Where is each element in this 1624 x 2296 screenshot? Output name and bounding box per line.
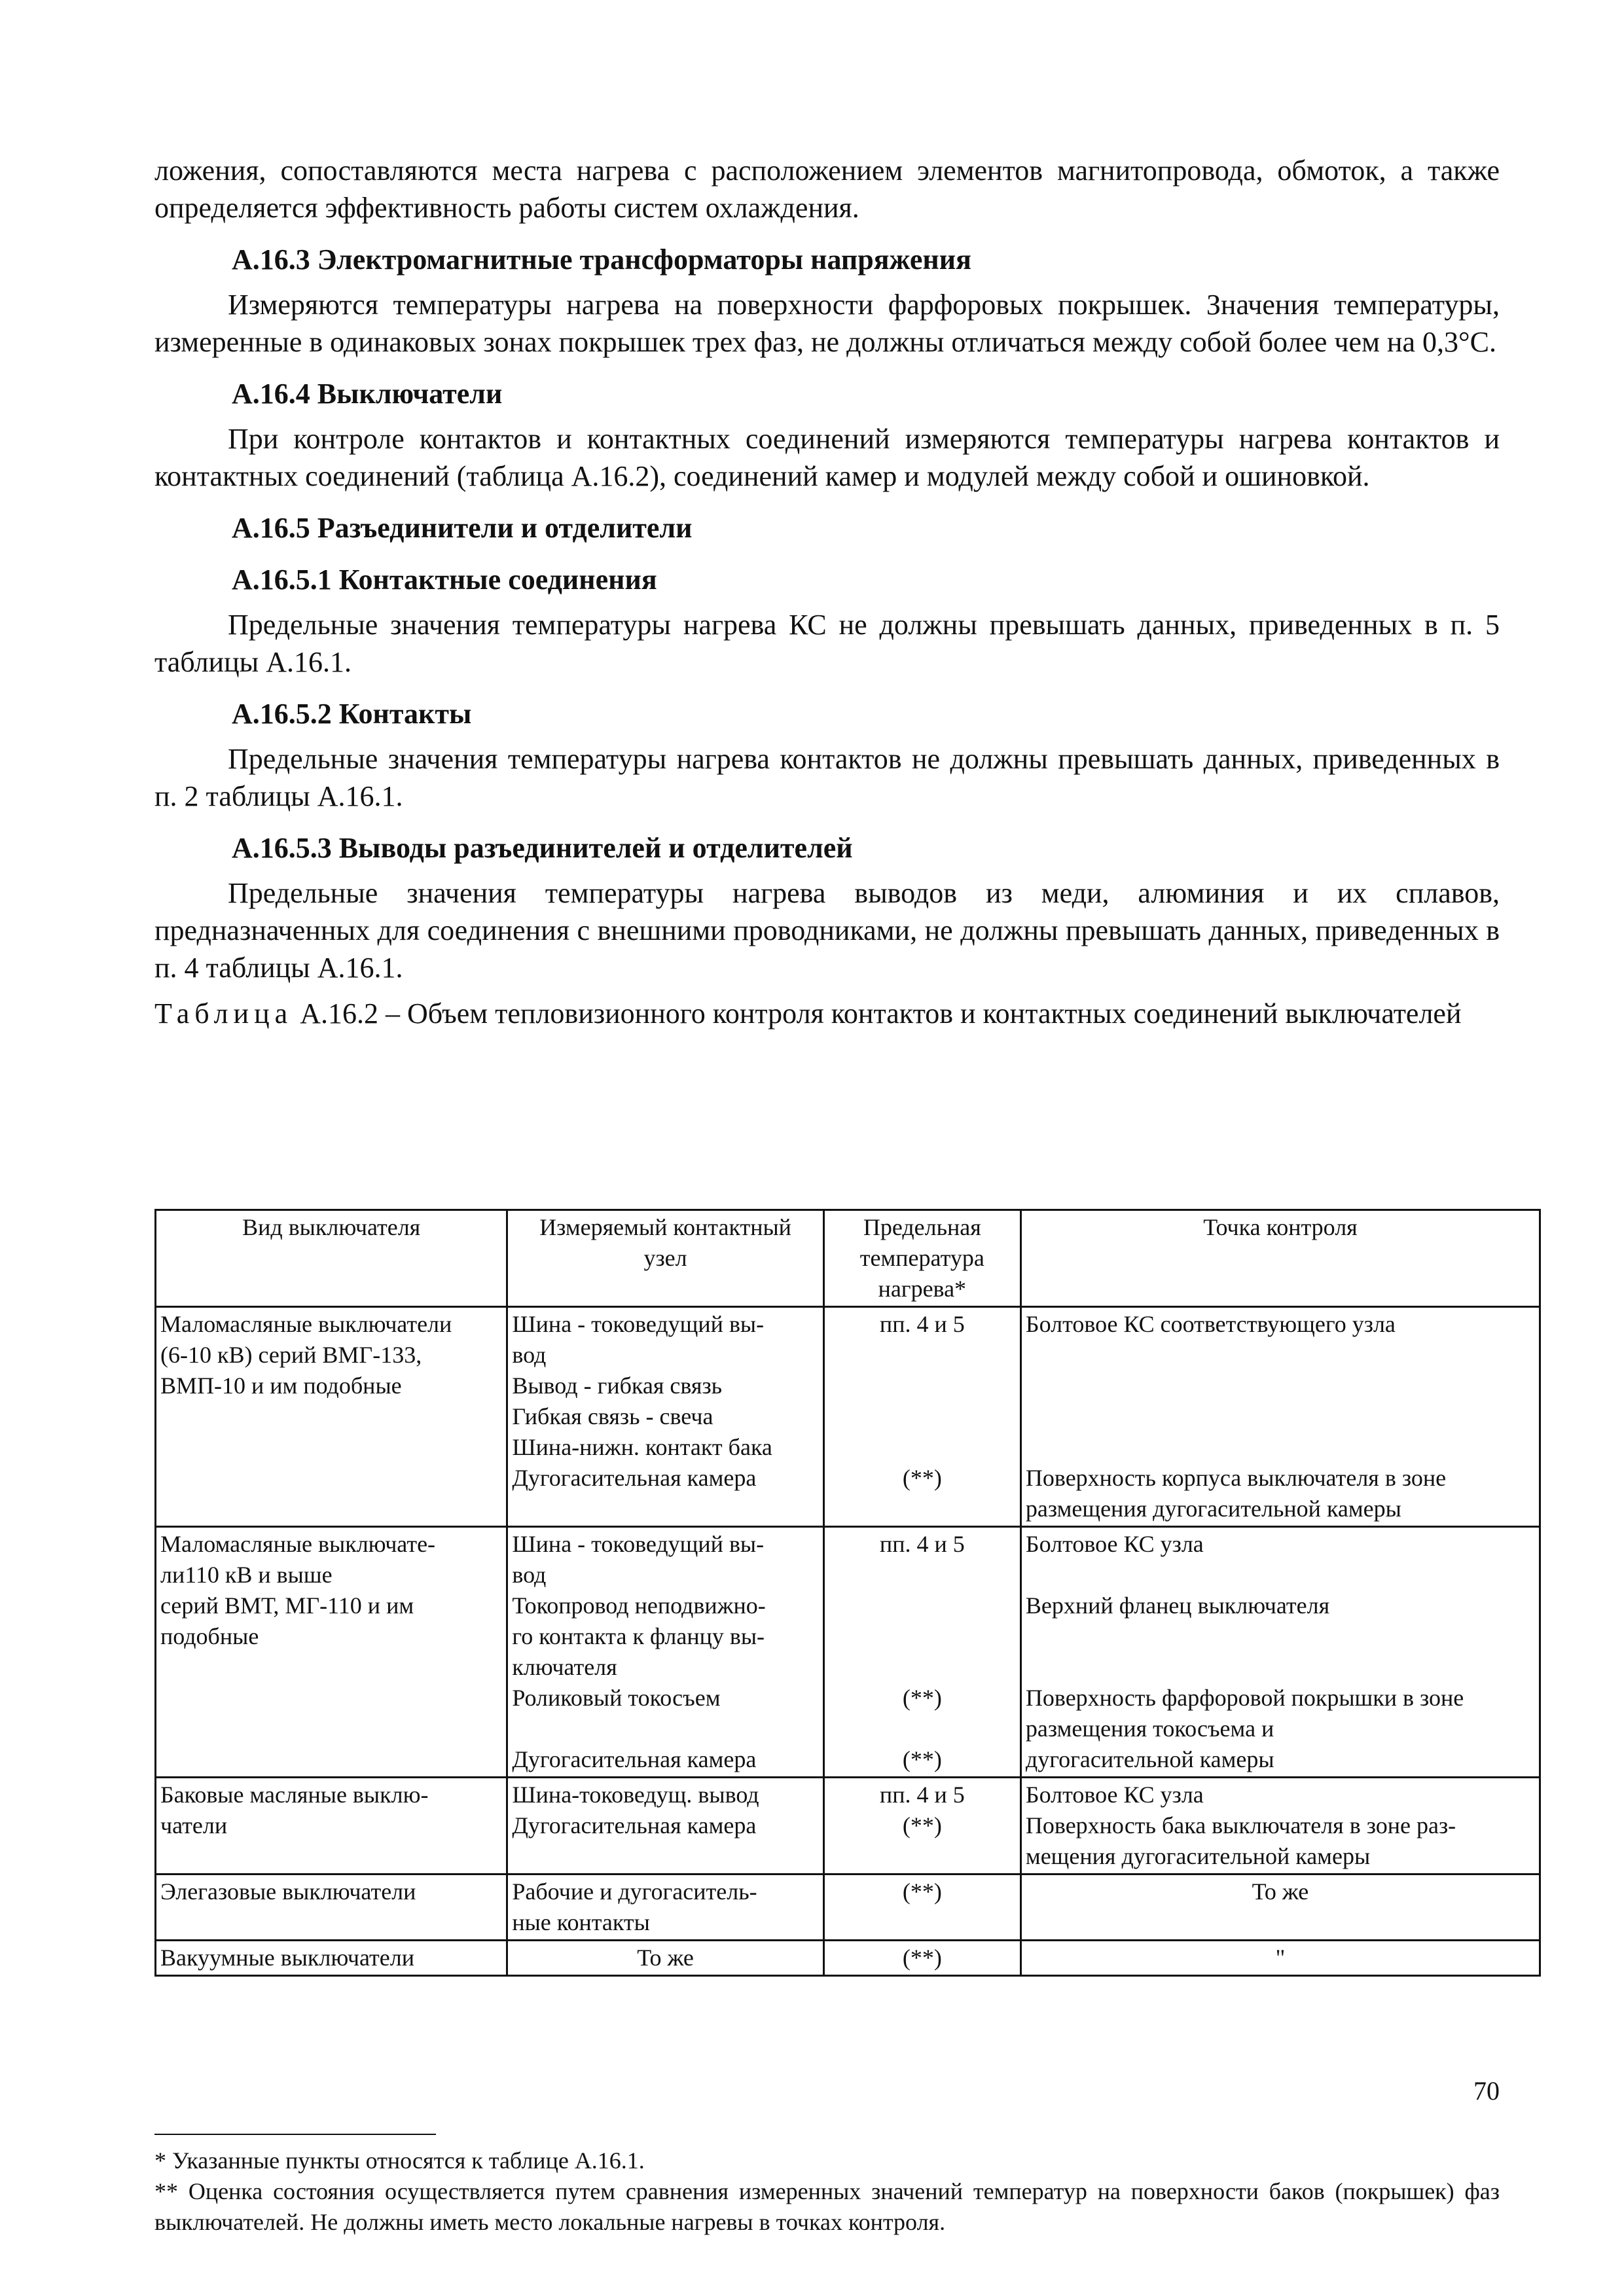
section-text: Измеряются температуры нагрева на поверхности фарфоровых покрышек. Значения температуры, измеренные в одинаковых зонах покрышек трех фаз, не должны отличаться между собой более чем на 0,3°С. <box>154 289 1500 358</box>
section-text: При контроле контактов и контактных соединений измеряются температуры нагрева контактов и контактных соединений (таблица А.16.2), соединений камер и модулей между собой и ошиновкой. <box>154 423 1500 492</box>
switch-control-table <box>154 1209 1541 1977</box>
footnote-2: ** Оценка состояния осуществляется путем сравнения измеренных значений температур на поверхности баков (покрышек) фаз выключателей. Не должны иметь место локальные нагревы в точках контроля. <box>154 2178 1500 2235</box>
cell-temp-limit: (**) <box>823 1874 1020 1941</box>
cell-contact-node: Шина - токоведущий вы- вод Вывод - гибкая связь Гибкая связь - свеча Шина-нижн. контакт бака Дугогасительная камера <box>507 1307 823 1527</box>
table-row <box>156 1941 1540 1976</box>
header-contact-node: Измеряемый контактный узел <box>507 1210 823 1307</box>
cell-control-point: Болтовое КС узла Верхний фланец выключателя Поверхность фарфоровой покрышки в зоне размещения токосъема и дугогасительной камеры <box>1020 1527 1540 1778</box>
section-heading: А.16.5.1 Контактные соединения <box>232 564 657 596</box>
cell-contact-node: Шина - токоведущий вы- вод Токопровод неподвижно- го контакта к фланцу вы- ключателя Роликовый токосъем Дугогасительная камера <box>507 1527 823 1778</box>
cell-switch-type: Баковые масляные выклю- чатели <box>156 1778 507 1874</box>
footnote-separator <box>154 2134 436 2135</box>
table-caption <box>154 997 1500 1031</box>
cell-temp-limit: (**) <box>823 1941 1020 1976</box>
section-text: Предельные значения температуры нагрева КС не должны превышать данных, приведенных в п. 5 таблицы А.16.1. <box>154 609 1500 678</box>
cell-switch-type: Маломасляные выключате- ли110 кВ и выше серий ВМТ, МГ-110 и им подобные <box>156 1527 507 1778</box>
section-heading: А.16.4 Выключатели <box>232 378 503 410</box>
cell-control-point: То же <box>1020 1874 1540 1941</box>
page-number: 70 <box>1473 2076 1500 2106</box>
section-text: Предельные значения температуры нагрева контактов не должны превышать данных, приведенных в п. 2 таблицы А.16.1. <box>154 743 1500 812</box>
table-header-row <box>156 1210 1540 1307</box>
section-heading: А.16.5.3 Выводы разъединителей и отделителей <box>232 832 853 864</box>
cell-temp-limit: пп. 4 и 5 (**) <box>823 1778 1020 1874</box>
cell-contact-node: Рабочие и дугогаситель- ные контакты <box>507 1874 823 1941</box>
section-heading: А.16.5 Разъединители и отделители <box>232 512 693 544</box>
cell-switch-type: Элегазовые выключатели <box>156 1874 507 1941</box>
section-heading: А.16.5.2 Контакты <box>232 698 472 730</box>
cell-contact-node: То же <box>507 1941 823 1976</box>
section-text: Предельные значения температуры нагрева выводов из меди, алюминия и их сплавов, предназначенных для соединения с внешними проводниками, не должны превышать данных, приведенных в п. 4 таблицы А.16.1. <box>154 877 1500 984</box>
intro-paragraph: ложения, сопоставляются места нагрева с расположением элементов магнитопровода, обмоток, а также определяется эффективность работы систем охлаждения. <box>154 154 1500 224</box>
cell-temp-limit: пп. 4 и 5 (**) <box>823 1307 1020 1527</box>
footnote-1: * Указанные пункты относятся к таблице А.16.1. <box>154 2147 645 2174</box>
table-caption-text: А.16.2 – Объем тепловизионного контроля контактов и контактных соединений выключателей <box>300 997 1462 1030</box>
table-row <box>156 1307 1540 1527</box>
footnotes <box>154 2145 1500 2238</box>
table-row <box>156 1527 1540 1778</box>
section-heading: А.16.3 Электромагнитные трансформаторы напряжения <box>232 243 971 276</box>
cell-temp-limit: пп. 4 и 5 (**) (**) <box>823 1527 1020 1778</box>
cell-switch-type: Маломасляные выключатели (6-10 кВ) серий ВМГ-133, ВМП-10 и им подобные <box>156 1307 507 1527</box>
table-row <box>156 1874 1540 1941</box>
table-caption-label: Таблица <box>154 997 293 1030</box>
cell-control-point: " <box>1020 1941 1540 1976</box>
header-temp-limit: Предельная температура нагрева* <box>823 1210 1020 1307</box>
table-row <box>156 1778 1540 1874</box>
cell-control-point: Болтовое КС соответствующего узла Поверхность корпуса выключателя в зоне размещения дугогасительной камеры <box>1020 1307 1540 1527</box>
cell-control-point: Болтовое КС узла Поверхность бака выключателя в зоне раз- мещения дугогасительной камеры <box>1020 1778 1540 1874</box>
header-switch-type: Вид выключателя <box>156 1210 507 1307</box>
cell-contact-node: Шина-токоведущ. вывод Дугогасительная камера <box>507 1778 823 1874</box>
header-control-point: Точка контроля <box>1020 1210 1540 1307</box>
cell-switch-type: Вакуумные выключатели <box>156 1941 507 1976</box>
